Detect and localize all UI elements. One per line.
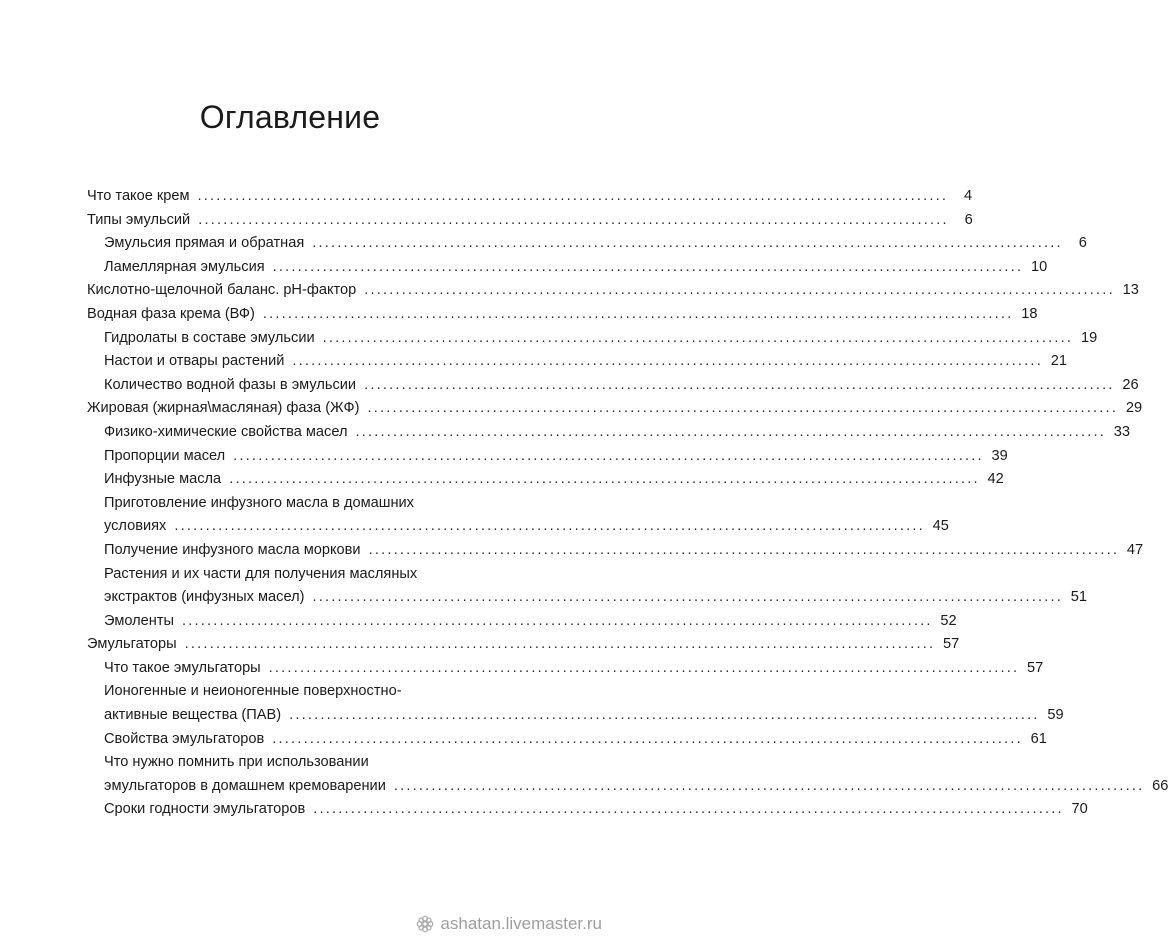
- toc-entry[interactable]: [87, 279, 1139, 303]
- toc-entry-label: экстрактов (инфузных масел): [104, 589, 305, 606]
- dot-leader: ........................................................................................................................: [292, 353, 1043, 370]
- toc-entry-page-number: 57: [943, 636, 960, 653]
- toc-entry-page-number: 52: [940, 612, 957, 629]
- dot-leader: ........................................................................................................................: [229, 471, 980, 488]
- toc-entry-page-number: 45: [932, 518, 949, 535]
- toc-entry-label: активные вещества (ПАВ): [104, 707, 282, 724]
- dot-leader: ........................................................................................................................: [313, 801, 1064, 818]
- toc-entry-page-number: 57: [1027, 659, 1044, 676]
- toc-entry[interactable]: [87, 374, 1139, 398]
- toc-entry-page-number: 47: [1126, 541, 1144, 558]
- page-title: Оглавление: [199, 99, 381, 136]
- toc-entry-label: эмульгаторов в домашнем кремоварении: [104, 777, 386, 794]
- toc-entry-label: Количество водной фазы в эмульсии: [104, 376, 357, 393]
- toc-entry[interactable]: [87, 539, 1144, 563]
- toc-entry[interactable]: [87, 798, 1088, 822]
- toc-entry-label: Сроки годности эмульгаторов: [104, 801, 306, 818]
- dot-leader: ........................................................................................................................: [262, 305, 1014, 322]
- toc-entry-label: Настои и отвары растений: [104, 353, 285, 370]
- toc-entry-label: Пропорции масел: [104, 447, 226, 464]
- toc-entry-label: Жировая (жирная\масляная) фаза (ЖФ): [87, 400, 360, 417]
- dot-leader: ........................................................................................................................: [197, 188, 949, 204]
- toc-entry-page-number: 33: [1113, 423, 1131, 440]
- watermark: [416, 913, 602, 935]
- toc-entry[interactable]: [87, 657, 1044, 681]
- toc-entry-label-line1: Что нужно помнить при использовании: [104, 754, 369, 771]
- toc-entry-page-number: 13: [1122, 282, 1139, 299]
- toc-entry-page-number: 4: [963, 188, 973, 204]
- toc-entry[interactable]: [87, 468, 1004, 492]
- toc-entry[interactable]: [87, 256, 1048, 280]
- toc-entry-label: Инфузные масла: [104, 471, 222, 488]
- toc-entry-page-number: 29: [1125, 400, 1143, 417]
- toc-entry[interactable]: [87, 445, 1008, 469]
- toc-entry-label: Гидролаты в составе эмульсии: [104, 329, 315, 346]
- toc-entry-label-line1: Приготовление инфузного масла в домашних: [104, 494, 414, 511]
- toc-entry-page-number: 10: [1030, 258, 1048, 275]
- toc-entry[interactable]: [87, 397, 1143, 421]
- toc-entry-label: условиях: [104, 518, 167, 535]
- toc-entry-label: Эмульгаторы: [87, 636, 177, 653]
- toc-entry-page-number: 61: [1030, 730, 1047, 747]
- toc-entry-page-number: 51: [1070, 589, 1088, 606]
- toc-entry-label: Что такое крем: [87, 188, 190, 204]
- toc-entry-label-line1: Ионогенные и неионогенные поверхностно-: [104, 683, 402, 700]
- toc-entry-label: Кислотно-щелочной баланс. pH-фактор: [87, 282, 357, 299]
- toc-entry-label-line1: Растения и их части для получения масляных: [104, 565, 418, 582]
- toc-entry-label: Ламеллярная эмульсия: [104, 258, 265, 275]
- toc-entry-label: Типы эмульсий: [87, 211, 191, 228]
- toc-entry-page-number: 66: [1152, 777, 1168, 794]
- toc-entry[interactable]: [87, 751, 1168, 798]
- toc-entry[interactable]: [87, 350, 1067, 374]
- toc-entry[interactable]: [87, 492, 949, 539]
- dot-leader: ........................................................................................................................: [355, 423, 1107, 440]
- toc-entry[interactable]: [87, 185, 973, 209]
- toc-entry-page-number: 26: [1122, 376, 1139, 393]
- dot-leader: ........................................................................................................................: [322, 329, 1074, 346]
- toc-entry-label: Свойства эмульгаторов: [104, 730, 265, 747]
- toc-entry-label: Физико-химические свойства масел: [104, 423, 348, 440]
- dot-leader: ........................................................................................................................: [184, 636, 936, 653]
- toc-entry[interactable]: [87, 680, 1064, 727]
- toc-entry-label: Получение инфузного масла моркови: [104, 541, 361, 558]
- toc-entry[interactable]: [87, 728, 1047, 752]
- toc-entry[interactable]: [87, 303, 1038, 327]
- dot-leader: ........................................................................................................................: [268, 659, 1020, 676]
- toc-entry[interactable]: [87, 610, 957, 634]
- dot-leader: ........................................................................................................................: [393, 777, 1145, 794]
- toc-entry-label: Эмоленты: [104, 612, 175, 629]
- toc-entry-label: Водная фаза крема (ВФ): [87, 305, 255, 322]
- toc-entry-page-number: 70: [1071, 801, 1088, 818]
- toc-entry[interactable]: [87, 232, 1087, 256]
- toc-entry[interactable]: [87, 633, 960, 657]
- dot-leader: ........................................................................................................................: [174, 518, 925, 535]
- table-of-contents: [87, 185, 1168, 822]
- toc-entry-page-number: 6: [1078, 235, 1087, 252]
- toc-entry[interactable]: [87, 421, 1131, 445]
- dot-leader: ........................................................................................................................: [364, 282, 1115, 299]
- dot-leader: ........................................................................................................................: [312, 589, 1064, 606]
- dot-leader: ........................................................................................................................: [182, 612, 933, 629]
- toc-entry[interactable]: [87, 327, 1098, 351]
- dot-leader: ........................................................................................................................: [364, 376, 1115, 393]
- dot-leader: ........................................................................................................................: [233, 447, 984, 464]
- toc-entry-page-number: 42: [987, 471, 1004, 488]
- dot-leader: ........................................................................................................................: [368, 541, 1120, 558]
- dot-leader: ........................................................................................................................: [272, 730, 1023, 747]
- toc-entry-page-number: 6: [964, 211, 973, 228]
- toc-entry[interactable]: [87, 563, 1088, 610]
- dot-leader: ........................................................................................................................: [289, 707, 1040, 724]
- dot-leader: ........................................................................................................................: [367, 400, 1119, 417]
- toc-entry-page-number: 39: [991, 447, 1008, 464]
- livemaster-flower-icon: [416, 915, 434, 933]
- toc-entry-label: Что такое эмульгаторы: [104, 659, 261, 676]
- toc-entry-page-number: 21: [1050, 353, 1067, 370]
- dot-leader: ........................................................................................................................: [312, 235, 1063, 252]
- dot-leader: ........................................................................................................................: [272, 258, 1024, 275]
- watermark-text: ashatan.livemaster.ru: [440, 914, 602, 933]
- toc-entry-page-number: 18: [1021, 305, 1038, 322]
- toc-entry-page-number: 59: [1047, 707, 1064, 724]
- dot-leader: ........................................................................................................................: [198, 211, 949, 228]
- toc-entry[interactable]: [87, 209, 973, 233]
- toc-entry-label: Эмульсия прямая и обратная: [104, 235, 305, 252]
- toc-entry-page-number: 19: [1080, 329, 1098, 346]
